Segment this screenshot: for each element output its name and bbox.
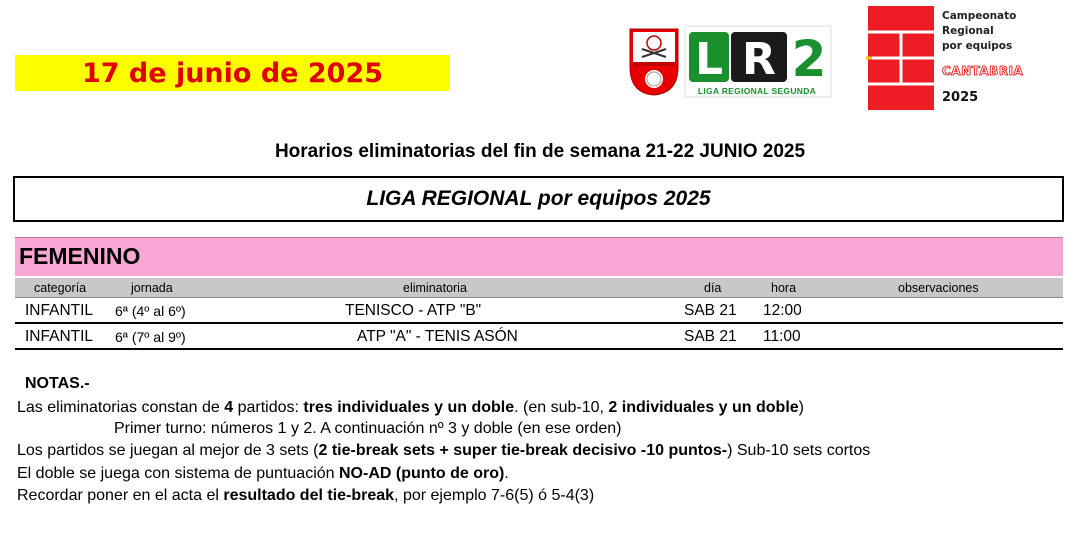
note-line-1: Las eliminatorias constan de 4 partidos: tres individuales y un doble. (en sub-10, 2 individuales y un doble) [17,399,804,416]
campeonato-year: 2025 [942,90,979,105]
section-title: FEMENINO [15,237,1063,276]
campeonato-line-3: por equipos [942,40,1013,52]
league-title: LIGA REGIONAL por equipos 2025 [366,187,711,210]
note-line-5: Recordar poner en el acta el resultado del tie-break, por ejemplo 7-6(5) ó 5-4(3) [17,487,595,504]
date-banner: 17 de junio de 2025 [15,55,450,91]
cell-jornada: 6ª (7º al 9º) [115,329,186,345]
campeonato-title [942,9,1016,54]
col-header-hora: hora [771,281,797,295]
campeonato-region: CANTABRIA [942,64,1024,78]
cell-dia: SAB 21 [684,328,737,345]
col-header-categoria: categoría [34,281,87,295]
table-row [15,298,1063,324]
cell-categoria: INFANTIL [25,328,94,345]
cell-jornada: 6ª (4º al 6º) [115,303,186,319]
campeonato-line-1: Campeonato [942,10,1017,22]
matches-table [15,278,1063,350]
col-header-dia: día [704,281,722,295]
lr2-letter-r: R [742,34,776,85]
campeonato-grid-logo [866,6,936,110]
cell-categoria: INFANTIL [25,302,94,319]
note-line-3: Los partidos se juegan al mejor de 3 sets (2 tie-break sets + super tie-break decisivo -10 puntos-) Sub-10 sets cortos [17,442,871,459]
note-line-4: El doble se juega con sistema de puntuación NO-AD (punto de oro). [17,465,509,482]
lr2-digit-2: 2 [791,30,827,88]
note-line-2: Primer turno: números 1 y 2. A continuación nº 3 y doble (en ese orden) [114,420,622,437]
col-header-observaciones: observaciones [898,281,979,295]
cell-eliminatoria: TENISCO - ATP "B" [345,302,482,319]
table-row [15,324,1063,350]
club-crest-logo [628,27,680,97]
cell-eliminatoria: ATP "A" - TENIS ASÓN [357,328,518,345]
cell-dia: SAB 21 [684,302,737,319]
cell-hora: 12:00 [763,302,802,319]
notes-title: NOTAS.- [25,375,90,392]
cell-hora: 11:00 [763,328,801,345]
campeonato-line-2: Regional [942,25,994,37]
col-header-eliminatoria: eliminatoria [403,281,467,295]
lr2-caption: LIGA REGIONAL SEGUNDA [697,86,817,96]
table-header [15,278,1063,298]
league-title-box [13,176,1064,222]
page-subtitle: Horarios eliminatorias del fin de semana 21-22 JUNIO 2025 [274,141,806,162]
col-header-jornada: jornada [131,281,173,295]
lr2-letter-l: L [694,34,724,85]
